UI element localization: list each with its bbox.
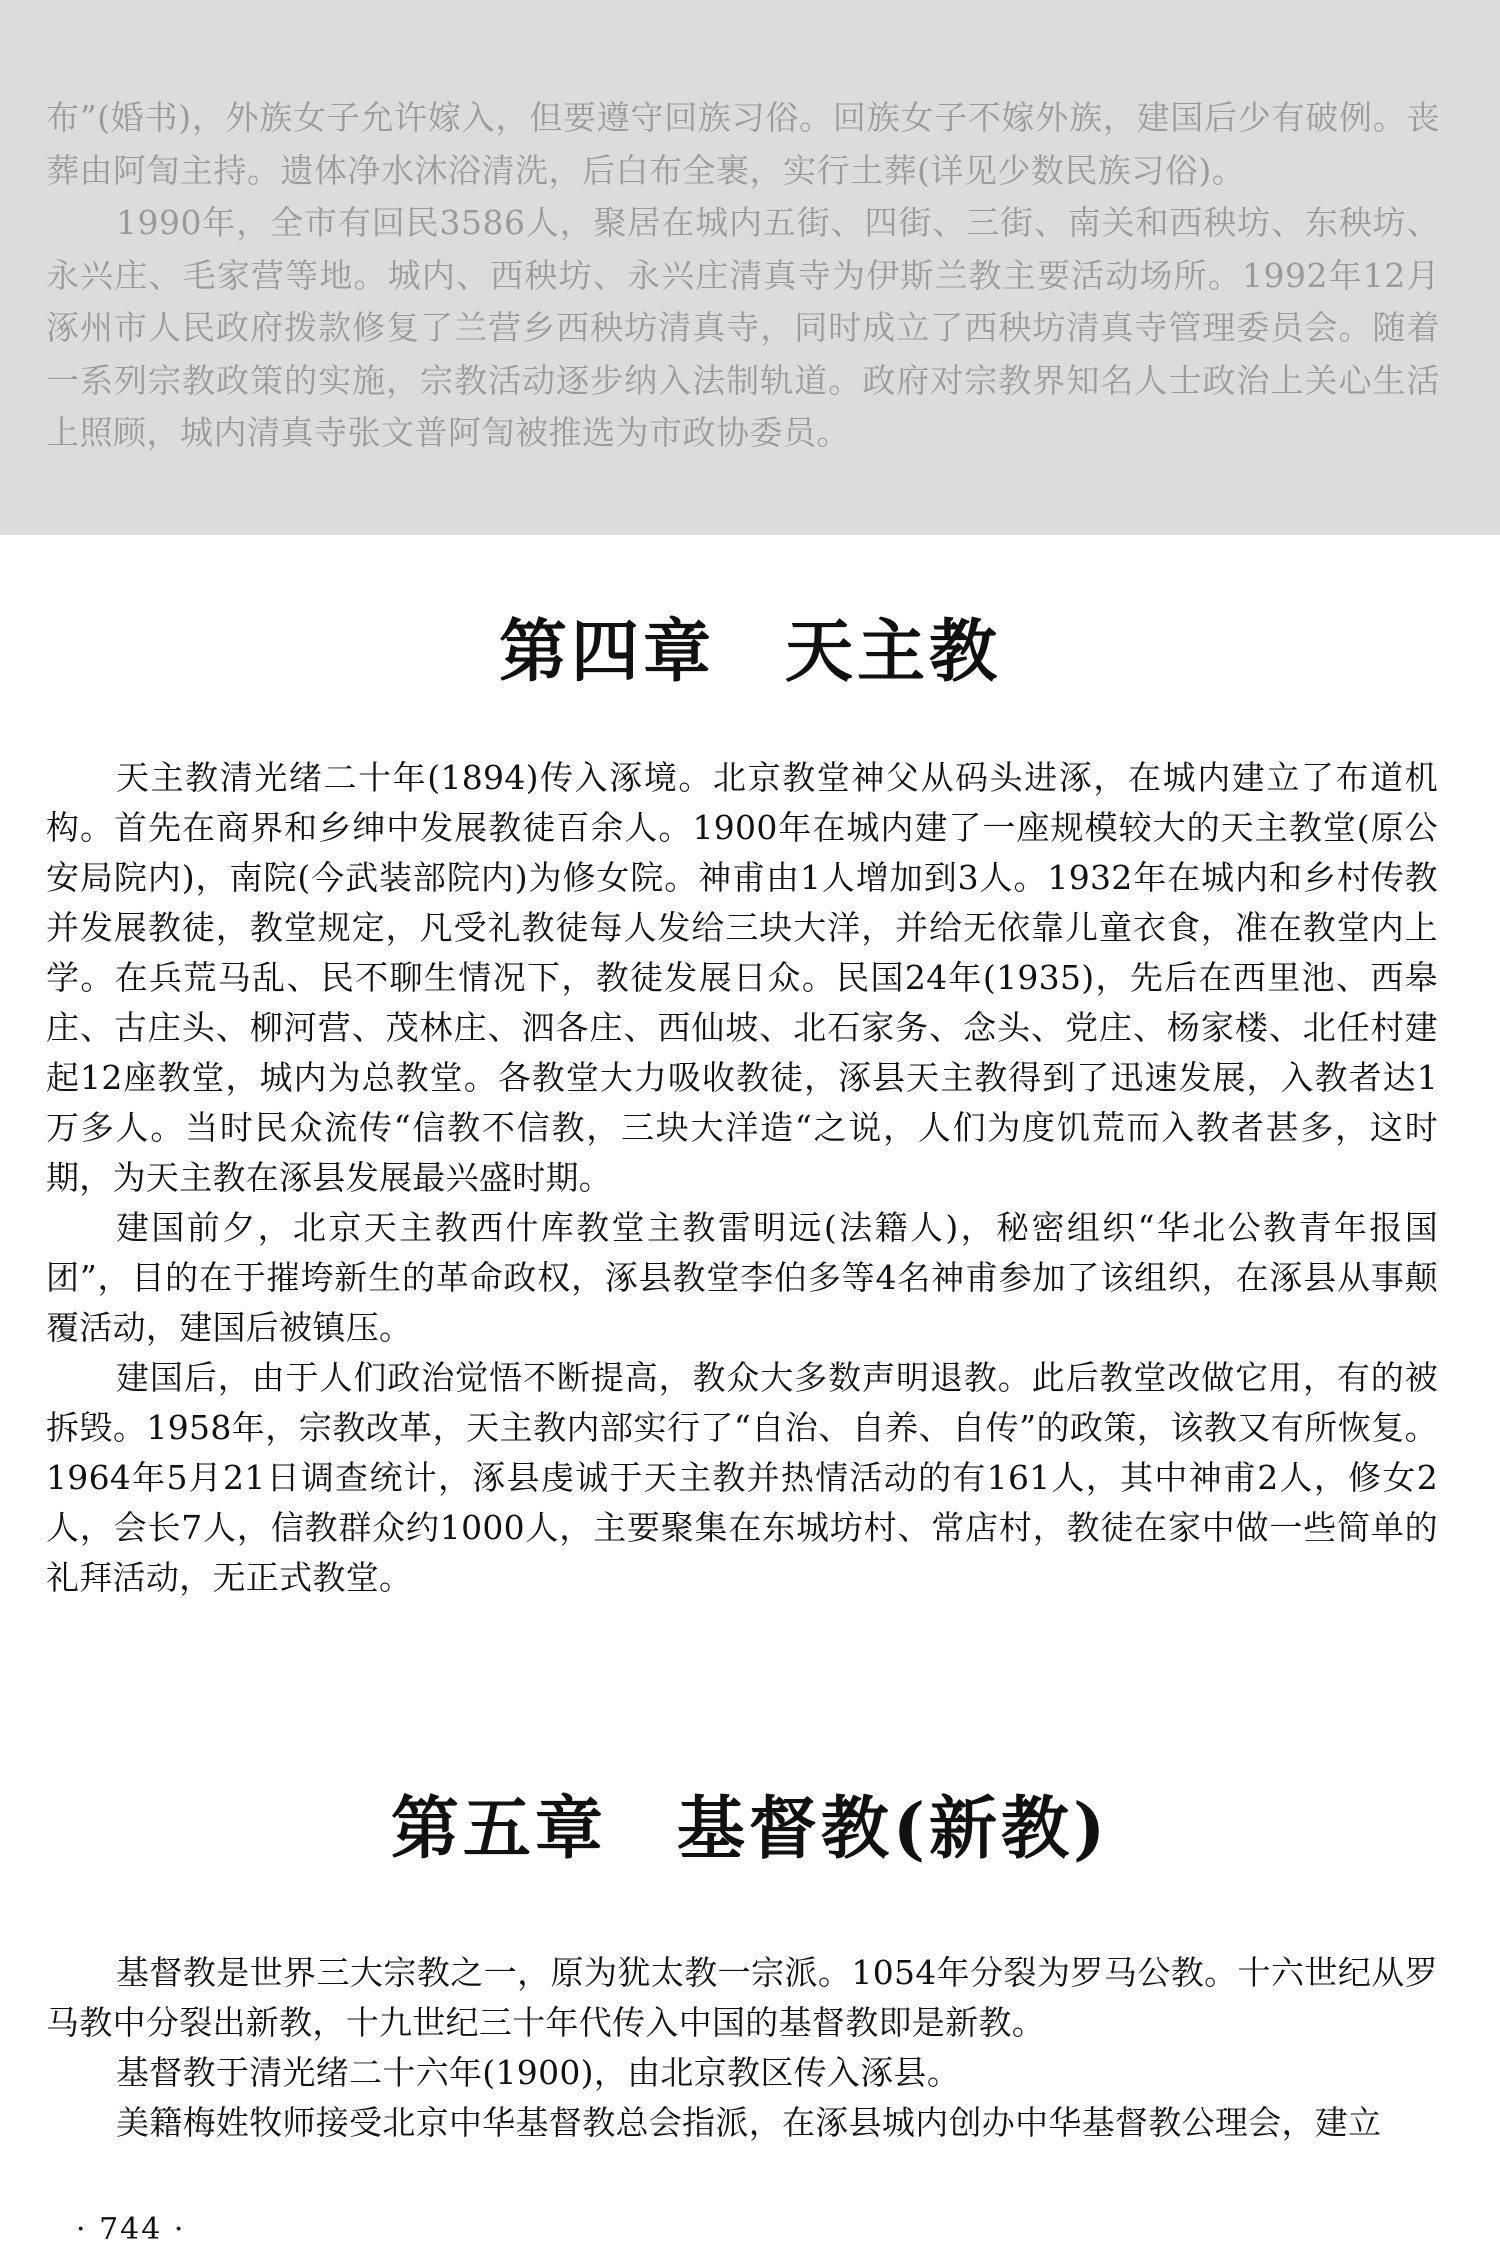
chapter-5-body bbox=[46, 1948, 1438, 2148]
chapter-5-number: 第五章 bbox=[390, 1789, 607, 1869]
chapter-4-name: 天主教 bbox=[785, 612, 1002, 692]
chapter-4-paragraph-1: 天主教清光绪二十年(1894)传入涿境。北京教堂神父从码头进涿，在城内建立了布道机构。首先在商界和乡绅中发展教徒百余人。1900年在城内建了一座规模较大的天主教堂(原公安局院内)，南院(今武装部院内)为修女院。神甫由1人增加到3人。1932年在城内和乡村传教并发展教徒，教堂规定，凡受礼教徒每人发给三块大洋，并给无依靠儿童衣食，准在教堂内上学。在兵荒马乱、民不聊生情况下，教徒发展日众。民国24年(1935)，先后在西里池、西皋庄、古庄头、柳河营、茂林庄、泗各庄、西仙坡、北石家务、念头、党庄、杨家楼、北任村建起12座教堂，城内为总教堂。各教堂大力吸收教徒，涿县天主教得到了迅速发展，入教者达1万多人。当时民众流传“信教不信教，三块大洋造“之说，人们为度饥荒而入教者甚多，这时期，为天主教在涿县发展最兴盛时期。 bbox=[46, 758, 1438, 1197]
chapter-4-paragraph-2: 建国前夕，北京天主教西什库教堂主教雷明远(法籍人)，秘密组织“华北公教青年报国团”，目的在于摧垮新生的革命政权，涿县教堂李伯多等4名神甫参加了该组织，在涿县从事颠覆活动，建国后被镇压。 bbox=[46, 1208, 1438, 1347]
chapter-5-paragraph-1: 基督教是世界三大宗教之一，原为犹太教一宗派。1054年分裂为罗马公教。十六世纪从罗马教中分裂出新教，十九世纪三十年代传入中国的基督教即是新教。 bbox=[46, 1953, 1438, 2042]
chapter-4-title bbox=[0, 598, 1500, 695]
chapter-5-title bbox=[0, 1775, 1500, 1872]
top-paragraph-2: 1990年，全市有回民3586人，聚居在城内五街、四街、三街、南关和西秧坊、东秧坊、永兴庄、毛家营等地。城内、西秧坊、永兴庄清真寺为伊斯兰教主要活动场所。1992年12月涿州市人民政府拨款修复了兰营乡西秧坊清真寺，同时成立了西秧坊清真寺管理委员会。随着一系列宗教政策的实施，宗教活动逐步纳入法制轨道。政府对宗教界知名人士政治上关心生活上照顾，城内清真寺张文普阿訇被推选为市政协委员。 bbox=[46, 203, 1440, 452]
chapter-4-paragraph-3: 建国后，由于人们政治觉悟不断提高，教众大多数声明退教。此后教堂改做它用，有的被拆毁。1958年，宗教改革，天主教内部实行了“自治、自养、自传”的政策，该教又有所恢复。1964年5月21日调查统计，涿县虔诚于天主教并热情活动的有161人，其中神甫2人，修女2人，会长7人，信教群众约1000人，主要聚集在东城坊村、常店村，教徒在家中做一些简单的礼拜活动，无正式教堂。 bbox=[46, 1358, 1438, 1597]
page-number: · 744 · bbox=[76, 2212, 186, 2247]
top-paragraph-1: 布”(婚书)，外族女子允许嫁入，但要遵守回族习俗。回族女子不嫁外族，建国后少有破例。丧葬由阿訇主持。遗体净水沐浴清洗，后白布全裹，实行土葬(详见少数民族习俗)。 bbox=[46, 98, 1440, 190]
chapter-4-body bbox=[46, 753, 1438, 1603]
chapter-5-paragraph-2: 基督教于清光绪二十六年(1900)，由北京教区传入涿县。 bbox=[116, 2053, 961, 2092]
chapter-5-name: 基督教(新教) bbox=[676, 1789, 1110, 1869]
chapter-5-paragraph-3: 美籍梅姓牧师接受北京中华基督教总会指派，在涿县城内创办中华基督教公理会，建立 bbox=[116, 2103, 1382, 2142]
chapter-4-number: 第四章 bbox=[498, 612, 715, 692]
top-shaded-section bbox=[0, 0, 1500, 535]
